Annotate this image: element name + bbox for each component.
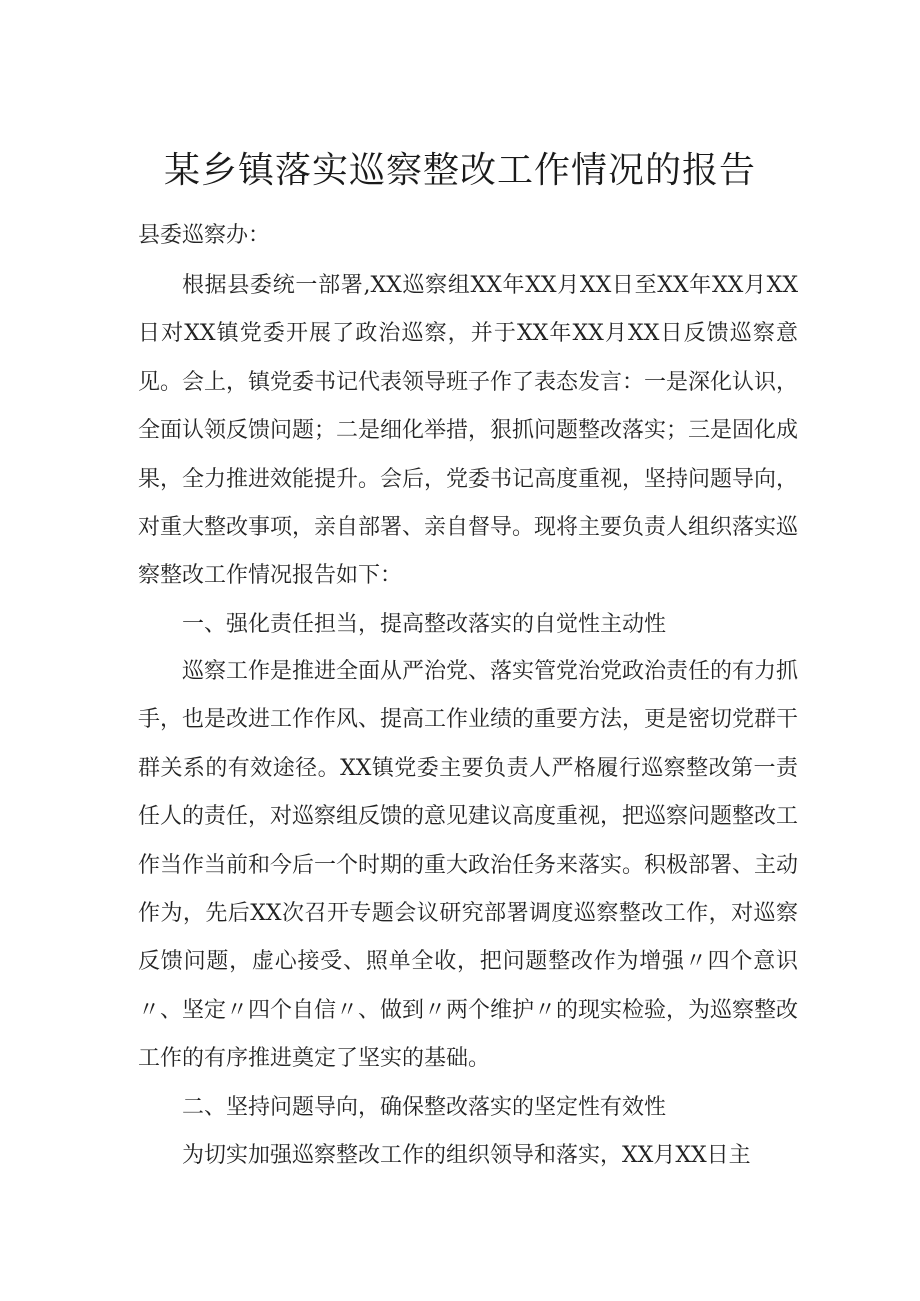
section-heading-2: 二、坚持问题导向，确保整改落实的坚定性有效性 [182,1095,667,1120]
document-title: 某乡镇落实巡察整改工作情况的报告 [163,150,756,191]
section-1-paragraph: 巡察工作是推进全面从严治党、落实管党治党政治责任的有力抓手，也是改进工作作风、提高工作业绩的重要方法，更是密切党群干群关系的有效途径。XX镇党委主要负责人严格履行巡察整改第一责任人的责任，对巡察组反馈的意见建议高度重视，把巡察问题整改工作当作当前和今后一个时期的重大政治任务来落实。积极部署、主动作为，先后XX次召开专题会议研究部署调度巡察整改工作，对巡察反馈问题，虚心接受、照单全收，把问题整改作为增强〃四个意识〃、坚定〃四个自信〃、做到〃两个维护〃的现实检验，为巡察整改工作的有序推进奠定了坚实的基础。 [138,659,799,1072]
salutation: 县委巡察办： [138,223,271,248]
intro-paragraph: 根据县委统一部署,XX巡察组XX年XX月XX日至XX年XX月XX日对XX镇党委开展了政治巡察，并于XX年XX月XX日反馈巡察意见。会上，镇党委书记代表领导班子作了表态发言：一是深化认识，全面认领反馈问题；二是细化举措，狠抓问题整改落实；三是固化成果，全力推进效能提升。会后，党委书记高度重视，坚持问题导向，对重大整改事项，亲自部署、亲自督导。现将主要负责人组织落实巡察整改工作情况报告如下： [138,273,799,589]
section-heading-1: 一、强化责任担当，提高整改落实的自觉性主动性 [182,612,667,637]
section-2-paragraph: 为切实加强巡察整改工作的组织领导和落实，XX月XX日主 [182,1143,751,1168]
